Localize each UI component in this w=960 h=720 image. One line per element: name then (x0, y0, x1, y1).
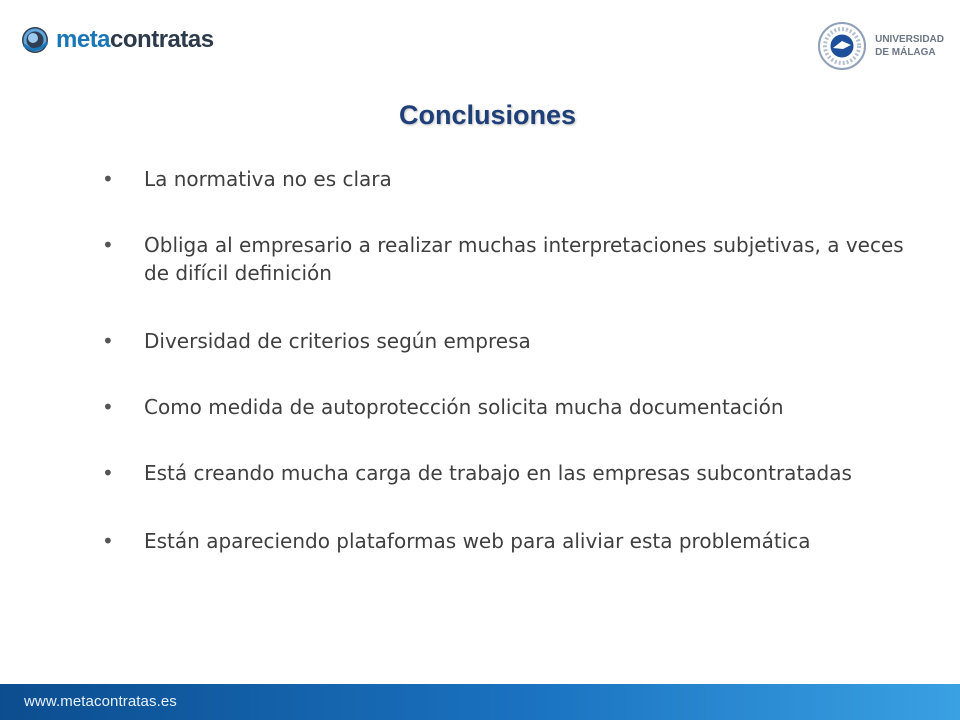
footer-bar (0, 684, 960, 720)
universidad-malaga-logo (817, 18, 944, 74)
bullet-item (100, 459, 920, 487)
bullet-item (100, 231, 920, 287)
footer-url-link[interactable]: www.metacontratas.es (24, 693, 177, 710)
bullet-text: La normativa no es clara (144, 167, 392, 191)
bullet-dot-icon: • (102, 461, 114, 485)
brand-part-meta: meta (56, 26, 111, 53)
university-line-1: UNIVERSIDAD (875, 34, 944, 45)
bullet-dot-icon: • (102, 529, 114, 553)
bullet-text: Como medida de autoprotección solicita mucha documentación (144, 395, 784, 419)
brand-name (56, 28, 214, 52)
slide-title: Conclusiones (398, 100, 577, 130)
bullet-text: Están apareciendo plataformas web para aliviar esta problemática (144, 529, 811, 553)
bullet-item (100, 327, 920, 355)
bullet-text: Está creando mucha carga de trabajo en las empresas subcontratadas (144, 461, 852, 485)
conclusions-list (100, 165, 920, 593)
university-name (875, 33, 944, 59)
bullet-text: Obliga al empresario a realizar muchas interpretaciones subjetivas, a veces de difícil definición (144, 233, 904, 285)
brand-part-contratas: contratas (110, 26, 214, 53)
bullet-dot-icon: • (102, 167, 114, 191)
university-line-2: DE MÁLAGA (875, 47, 936, 58)
bullet-text: Diversidad de criterios según empresa (144, 329, 531, 353)
metacontratas-logo (20, 22, 214, 58)
bullet-item (100, 165, 920, 193)
bullet-dot-icon: • (102, 395, 114, 419)
bullet-item (100, 527, 920, 555)
bullet-dot-icon: • (102, 329, 114, 353)
bullet-item (100, 393, 920, 421)
university-seal-icon (817, 21, 867, 71)
bullet-dot-icon: • (102, 233, 114, 257)
metacontratas-logo-icon (20, 25, 50, 55)
